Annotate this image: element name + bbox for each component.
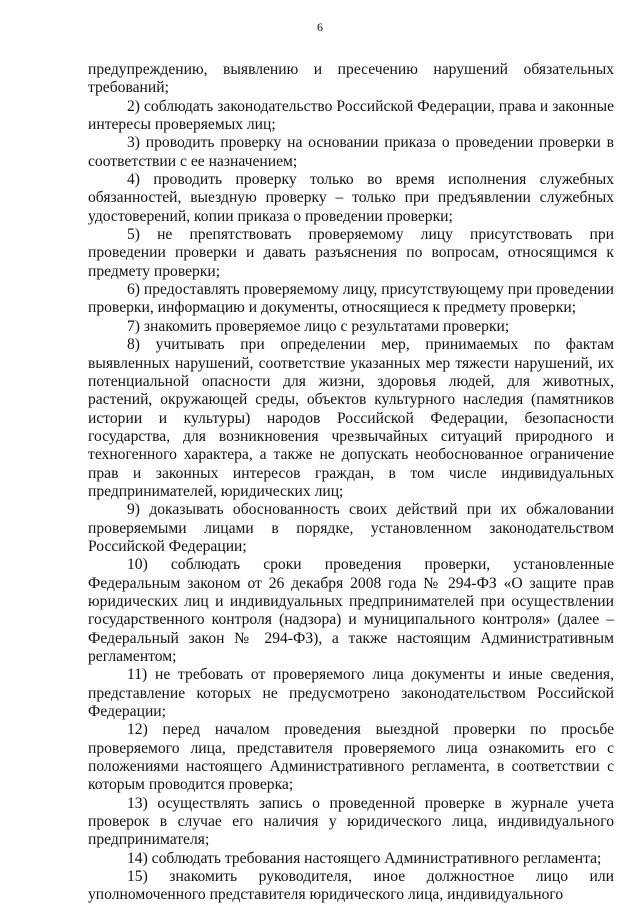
paragraph-continuation: предупреждению, выявлению и пресечению нарушений обязательных требований; — [88, 61, 614, 97]
paragraph-item-13: 13) осуществлять запись о проведенной проверке в журнале учета проверок в случае его наличия у юридического лица, индивидуального предпринимателя; — [88, 794, 614, 849]
paragraph-item-10: 10) соблюдать сроки проведения проверки, установленные Федеральным законом от 26 декабря 2008 года № 294-ФЗ «О защите прав юридических лиц и индивидуальных предпринимателей при осуществлении государственного контроля (надзора) и муниципального контроля» (далее – Федеральный закон № 294-ФЗ), а также настоящим Административным регламентом; — [88, 556, 614, 665]
paragraph-item-2: 2) соблюдать законодательство Российской Федерации, права и законные интересы проверяемых лиц; — [88, 97, 614, 134]
paragraph-item-11: 11) не требовать от проверяемого лица документы и иные сведения, представление которых не предусмотрено законодательством Российской Федерации; — [88, 666, 614, 721]
paragraph-item-15: 15) знакомить руководителя, иное должностное лицо или уполномоченного представителя юридического лица, индивидуального — [88, 868, 614, 904]
paragraph-item-7: 7) знакомить проверяемое лицо с результатами проверки; — [127, 317, 510, 335]
paragraph-item-3: 3) проводить проверку на основании приказа о проведении проверки в соответствии с ее назначением; — [88, 134, 614, 170]
paragraph-item-6: 6) предоставлять проверяемому лицу, присутствующему при проведении проверки, информацию и документы, относящиеся к предмету проверки; — [88, 281, 614, 317]
paragraph-item-12: 12) перед началом проведения выездной проверки по просьбе проверяемого лица, представителя проверяемого лица ознакомить его с положениями настоящего Административного регламента, в соответствии с которым проводится проверка; — [88, 721, 614, 794]
document-body — [88, 61, 614, 905]
page-number: 6 — [317, 20, 323, 34]
paragraph-item-14: 14) соблюдать требования настоящего Административного регламента; — [127, 849, 602, 867]
paragraph-item-9: 9) доказывать обоснованность своих действий при их обжаловании проверяемыми лицами в порядке, установленном законодательством Российской Федерации; — [88, 501, 614, 555]
paragraph-item-4: 4) проводить проверку только во время исполнения служебных обязанностей, выездную проверку – только при предъявлении служебных удостоверений, копии приказа о проведении проверки; — [88, 171, 614, 225]
paragraph-item-8: 8) учитывать при определении мер, принимаемых по фактам выявленных нарушений, соответствие указанных мер тяжести нарушений, их потенциальной опасности для жизни, здоровья людей, для животных, растений, окружающей среды, объектов культурного наследия (памятников истории и культуры) народов Российской Федерации, безопасности государства, для возникновения чрезвычайных ситуаций природного и техногенного характера, а также не допускать необоснованное ограничение прав и законных интересов граждан, в том числе индивидуальных предпринимателей, юридических лиц; — [88, 336, 614, 500]
paragraph-item-5: 5) не препятствовать проверяемому лицу присутствовать при проведении проверки и давать разъяснения по вопросам, относящимся к предмету проверки; — [88, 226, 614, 280]
